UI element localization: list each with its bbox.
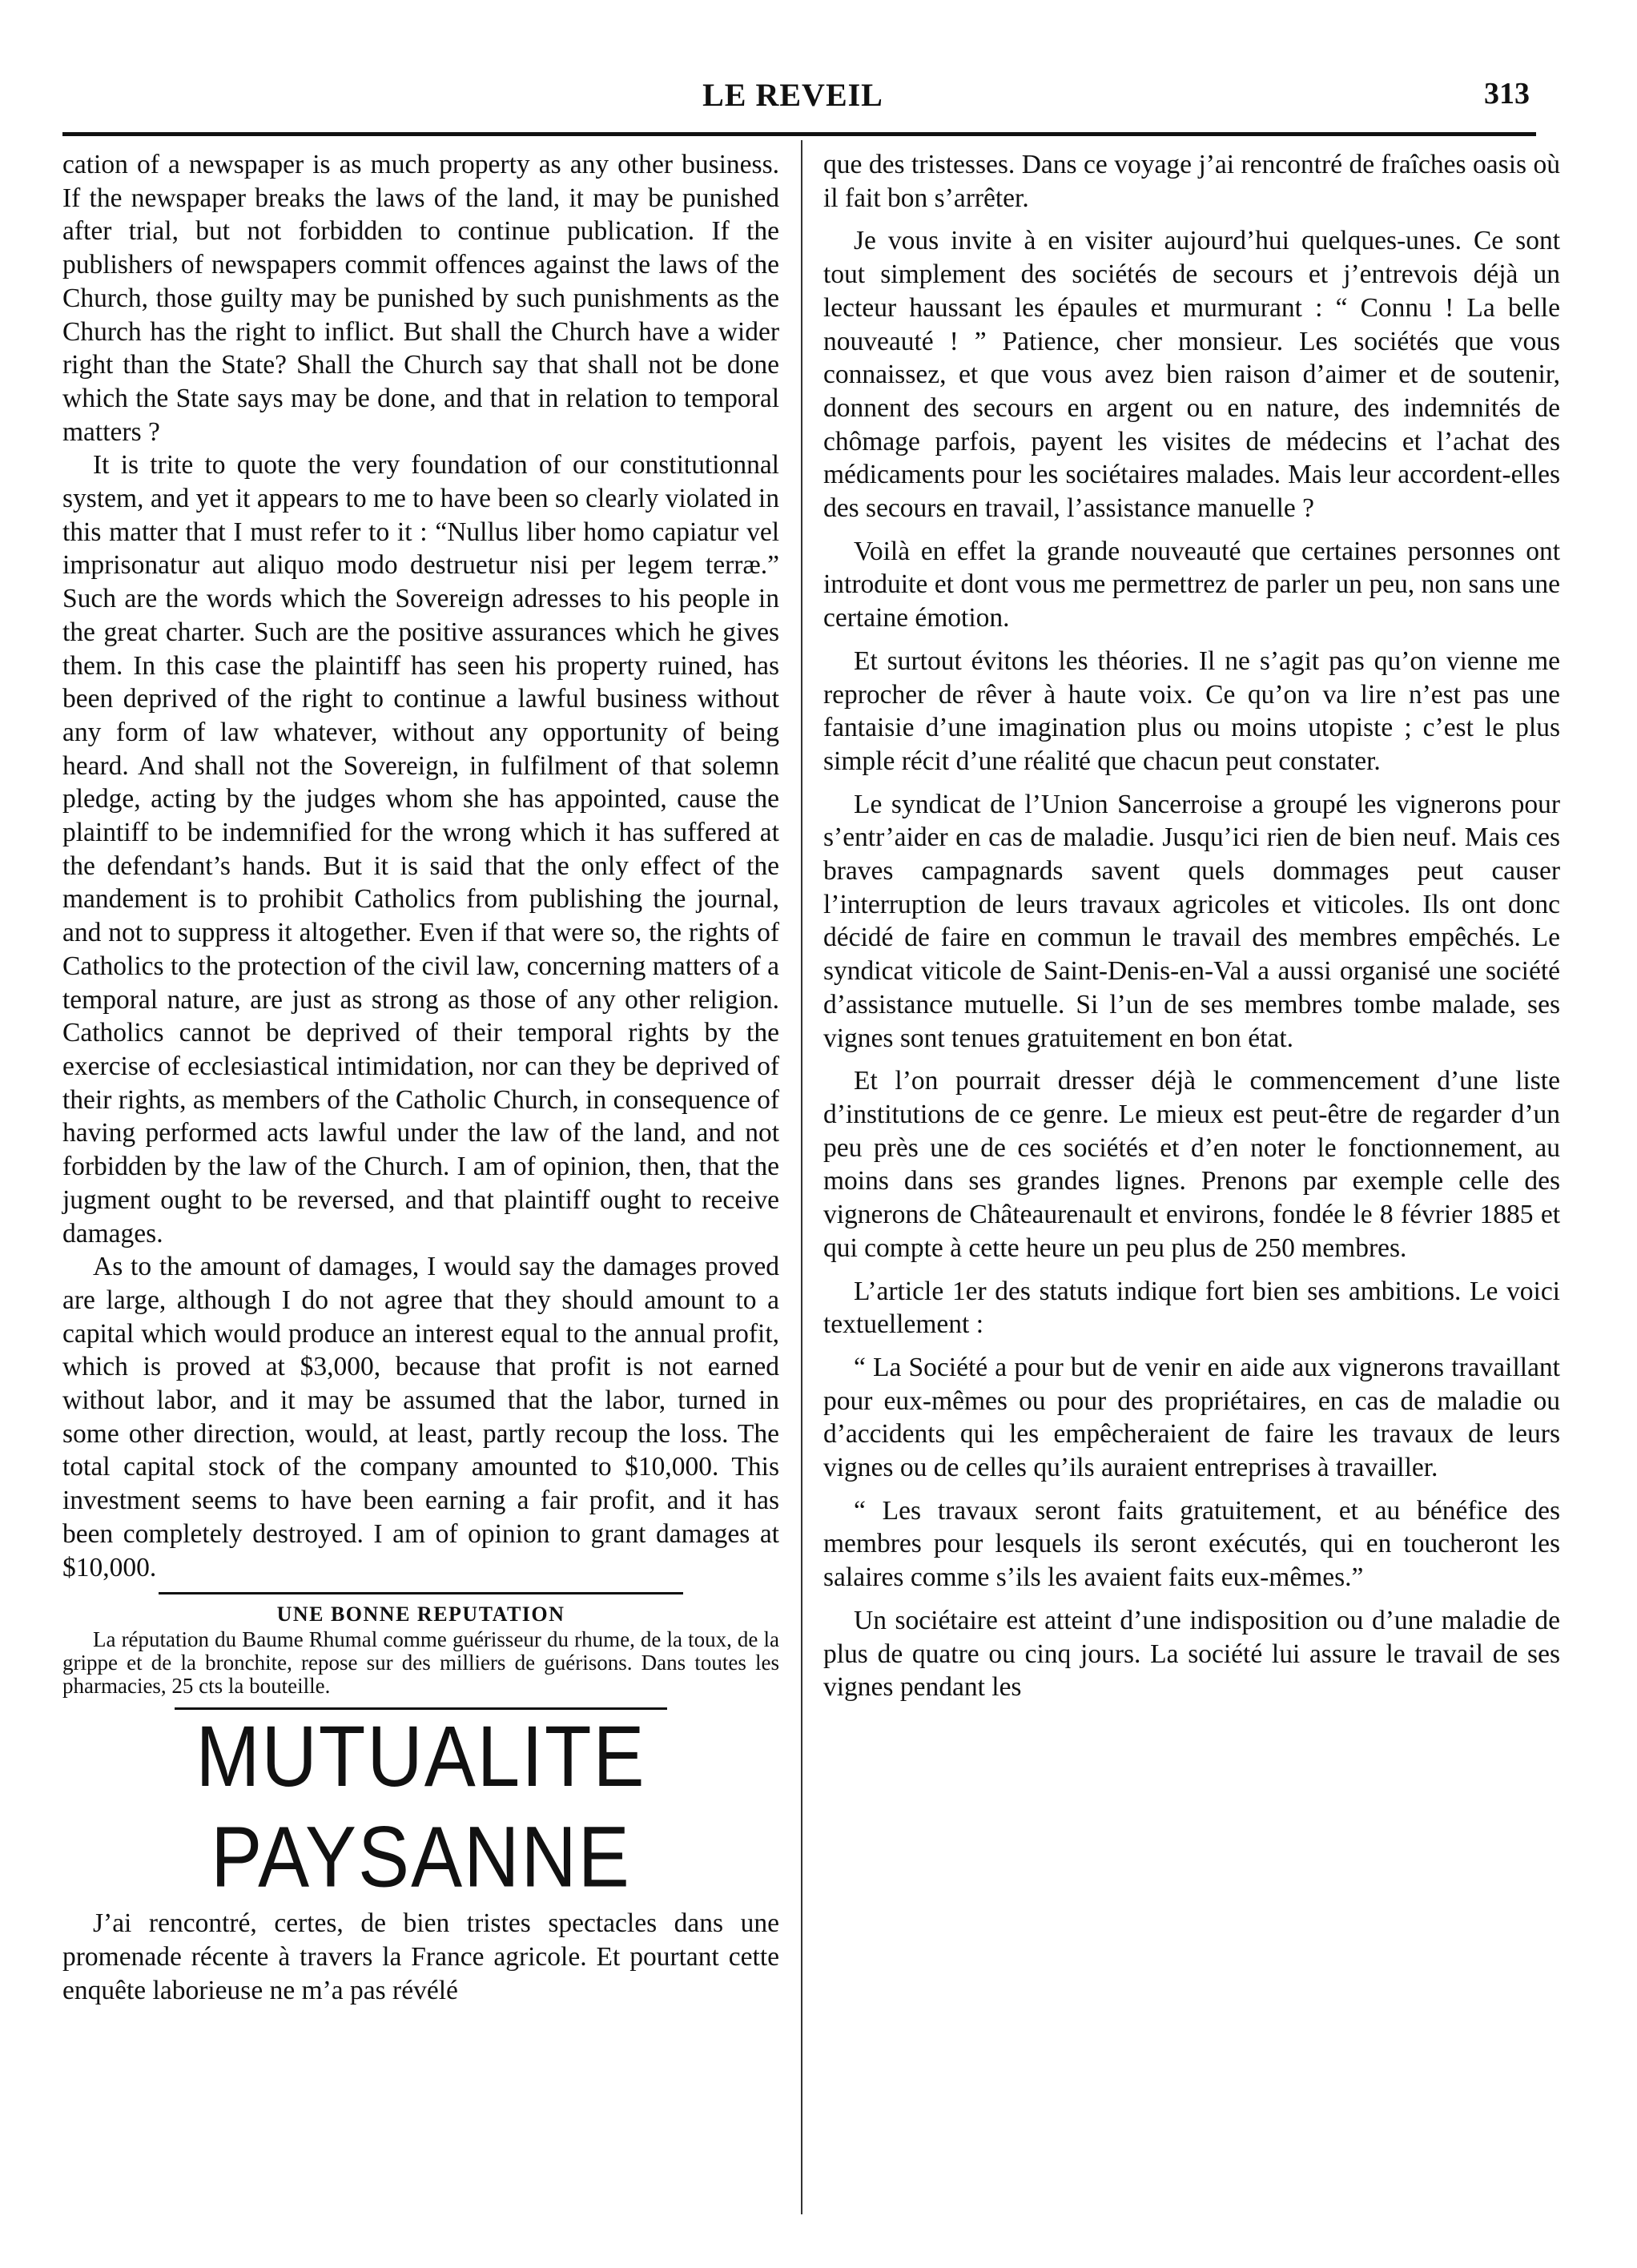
right-paragraph-1: que des tristesses. Dans ce voyage j’ai rencontré de fraîches oasis où il fait bon s’arrêter. bbox=[823, 150, 1560, 213]
column-divider bbox=[801, 140, 802, 2214]
right-paragraph-8: “ La Société a pour but de venir en aide aux vignerons travaillant pour eux-mêmes ou pour des propriétaires, en cas de maladie ou d’accidents qui les empêcheraient de faire les travaux de leurs vignes ou de celles qu’ils auraient entreprises à travailler. bbox=[823, 1352, 1560, 1483]
left-paragraph-2: It is trite to quote the very foundation of our constitutionnal system, and yet it appears to me to have been so clearly violated in this matter that I must refer to it : “Nullus liber homo capiatur vel imprisonatur aut aliquo modo destruetur nisi per legem terræ.” Such are the words which the Sovereign adresses to his people in the great charter. Such are the positive assurances which he gives them. In this case the plaintiff has seen his property ruined, has been deprived of the right to continue a lawful business without any form of law whatever, without any opportunity of being heard. And shall not the Sovereign, in fulfilment of that solemn pledge, acting by the judges whom she has appointed, cause the plaintiff to be indemnified for the wrong which it has suffered at the defendant’s hands. But it is said that the only effect of the mandement is to prohibit Catholics from publishing the journal, and not to suppress it altogether. Even if that were so, the rights of Catholics to the protection of the civil law, concerning matters of a temporal nature, are just as strong as those of any other religion. Catholics cannot be deprived of their temporal rights by the exercise of ecclesiastical intimidation, nor can they be deprived of their rights, as members of the Catholic Church, in consequence of having performed acts lawful under the law of the land, and not forbidden by the law of the Church. I am of opinion, then, that the jugment ought to be reversed, and that plaintiff ought to receive damages. bbox=[62, 450, 779, 1249]
right-paragraph-10: Un sociétaire est atteint d’une indisposition ou d’une maladie de plus de quatre ou cinq jours. La société lui assure le travail de ses vignes pendant les bbox=[823, 1605, 1560, 1703]
right-column bbox=[823, 148, 1560, 1704]
ad-title: UNE BONNE REPUTATION bbox=[276, 1602, 565, 1627]
right-paragraph-5: Le syndicat de l’Union Sancerroise a groupé les vignerons pour s’entr’aider en cas de maladie. Jusqu’ici rien de bien neuf. Mais ces braves campagnards savent quels dommages peut causer l’interruption de leurs travaux agricoles et viticoles. Ils ont donc décidé de faire en commun le travail des membres empêchés. Le syndicat viticole de Saint-Denis-en-Val a aussi organisé une société d’assistance mutuelle. Si l’un de ses membres tombe malade, ses vignes sont tenues gratuitement en bon état. bbox=[823, 789, 1560, 1053]
right-paragraph-2: Je vous invite à en visiter aujourd’hui quelques-unes. Ce sont tout simplement des sociétés de secours et j’entrevois déjà un lecteur haussant les épaules et murmurant : “ Connu ! La belle nouveauté ! ” Patience, cher monsieur. Les sociétés que vous connaissez, et que vous avez bien raison d’aimer et de soutenir, donnent des secours en argent ou en nature, des indemnités de chômage parfois, payent les visites de médecins et l’achat des médicaments pour les sociétaires malades. Mais leur accordent-elles des secours en travail, l’assistance manuelle ? bbox=[823, 226, 1560, 524]
ad-top-rule bbox=[159, 1592, 683, 1594]
right-paragraph-7: L’article 1er des statuts indique fort bien ses ambitions. Le voici textuellement : bbox=[823, 1276, 1560, 1340]
left-paragraph-3: As to the amount of damages, I would say the damages proved are large, although I do not agree that they should amount to a capital which would produce an interest equal to the annual profit, which is proved at $3,000, because that profit is not earned without labor, and it may be assumed that the labor, turned in some other direction, would, at least, partly recoup the loss. The total capital stock of the company amounted to $10,000. This investment seems to have been earning a fair profit, and it has been completely destroyed. I am of opinion to grant damages at $10,000. bbox=[62, 1252, 779, 1582]
right-paragraph-3: Voilà en effet la grande nouveauté que certaines personnes ont introduite et dont vous me permettrez de parler un peu, non sans une certaine émotion. bbox=[823, 536, 1560, 633]
left-paragraph-1: cation of a newspaper is as much property as any other business. If the newspaper breaks the laws of the land, it may be punished after trial, but not forbidden to continue publication. If the publishers of newspapers commit offences against the laws of the Church, those guilty may be punished by such punishments as the Church has the right to inflict. But shall the Church have a wider right than the State? Shall the Church say that shall not be done which the State says may be done, and that in relation to temporal matters ? bbox=[62, 150, 779, 447]
ad-text: La réputation du Baume Rhumal comme guérisseur du rhume, de la toux, de la grippe et de la bronchite, repose sur des milliers de guérisons. Dans toutes les pharmacies, 25 cts la bouteille. bbox=[62, 1627, 779, 1699]
newspaper-title: LE REVEIL bbox=[702, 77, 883, 113]
right-paragraph-4: Et surtout évitons les théories. Il ne s’agit pas qu’on vienne me reprocher de rêver à haute voix. Ce qu’on va lire n’est pas une fantaisie d’une imagination plus ou moins utopiste ; c’est le plus simple récit d’une réalité que chacun peut constater. bbox=[823, 645, 1560, 776]
masthead bbox=[56, 76, 1530, 124]
left-paragraph-4: J’ai rencontré, certes, de bien tristes spectacles dans une promenade récente à travers la France agricole. Et pourtant cette enquête laborieuse ne m’a pas révélé bbox=[62, 1908, 779, 2005]
right-paragraph-9: “ Les travaux seront faits gratuitement, et au bénéfice des membres pour lesquels ils seront exécutés, qui en toucheront les salaires comme s’ils les avaient faits eux-mêmes.” bbox=[823, 1495, 1560, 1593]
header-rule bbox=[62, 132, 1536, 136]
left-column bbox=[62, 148, 779, 2007]
article-headline: MUTUALITE PAYSANNE bbox=[195, 1709, 646, 1906]
right-paragraph-6: Et l’on pourrait dresser déjà le commencement d’une liste d’institutions de ce genre. Le mieux est peut-être de regarder d’un peu près une de ces sociétés et d’en noter le fonctionnement, au moins dans ses grandes lignes. Prenons par exemple celle des vignerons de Châteaurenault et environs, fondée le 8 février 1885 et qui compte à cette heure un peu plus de 250 membres. bbox=[823, 1066, 1560, 1263]
page-number: 313 bbox=[1484, 77, 1530, 111]
